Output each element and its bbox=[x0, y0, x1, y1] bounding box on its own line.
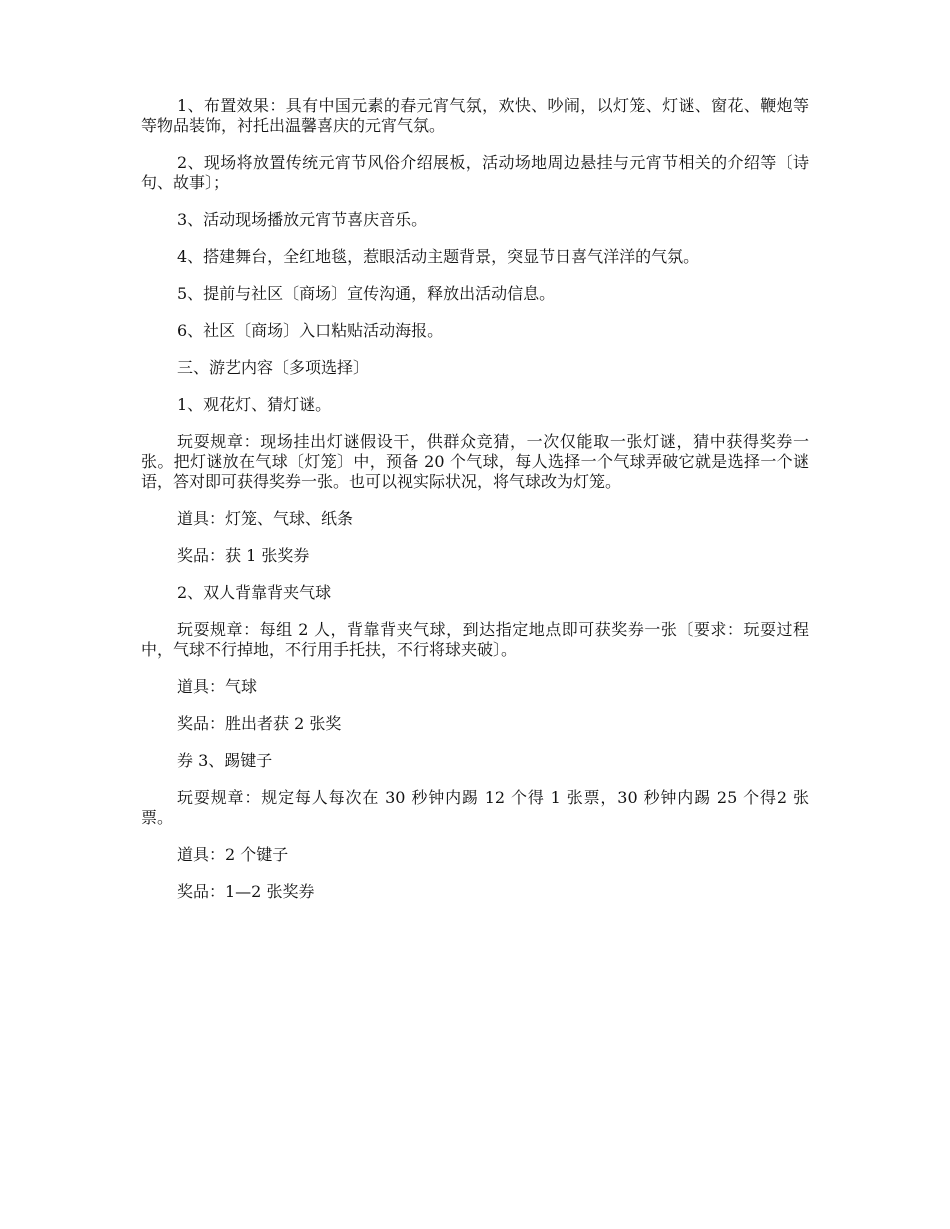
paragraph-layout-effect: 1、布置效果：具有中国元素的春元宵气氛，欢快、吵闹，以灯笼、灯谜、窗花、鞭炮等等物品装饰，衬托出温馨喜庆的元宵气氛。 bbox=[141, 96, 809, 135]
paragraph-music: 3、活动现场播放元宵节喜庆音乐。 bbox=[177, 210, 428, 229]
paragraph-riddle-prize: 奖品：获 1 张奖券 bbox=[177, 546, 310, 565]
paragraph-shuttlecock-rules: 玩耍规章：规定每人每次在 30 秒钟内踢 12 个得 1 张票，30 秒钟内踢 25 个得2 张票。 bbox=[141, 788, 809, 827]
paragraph-riddle-rules: 玩耍规章：现场挂出灯谜假设干，供群众竞猜，一次仅能取一张灯谜，猜中获得奖券一张。把灯谜放在气球〔灯笼〕中，预备 20 个气球，每人选择一个气球弄破它就是选择一个谜语，答对即可获得奖券一张。也可以视实际状况，将气球改为灯笼。 bbox=[141, 432, 809, 491]
section-heading-games: 三、游艺内容〔多项选择〕 bbox=[177, 358, 370, 377]
paragraph-posters: 6、社区〔商场〕入口粘贴活动海报。 bbox=[177, 321, 444, 340]
paragraph-shuttlecock-prize: 奖品：1—2 张奖券 bbox=[177, 882, 315, 901]
paragraph-balloon-props: 道具：气球 bbox=[177, 677, 258, 696]
paragraph-shuttlecock-props: 道具：2 个键子 bbox=[177, 845, 289, 864]
paragraph-stage: 4、搭建舞台，全红地毯，惹眼活动主题背景，突显节日喜气洋洋的气氛。 bbox=[177, 247, 700, 266]
paragraph-promotion: 5、提前与社区〔商场〕宣传沟通，释放出活动信息。 bbox=[177, 284, 556, 303]
item-heading-lantern-riddles: 1、观花灯、猜灯谜。 bbox=[177, 395, 332, 414]
paragraph-balloon-prize: 奖品：胜出者获 2 张奖 bbox=[177, 714, 342, 733]
document-body bbox=[141, 96, 809, 919]
item-heading-shuttlecock: 券 3、踢键子 bbox=[177, 751, 273, 770]
paragraph-balloon-rules: 玩耍规章：每组 2 人，背靠背夹气球，到达指定地点即可获奖券一张〔要求：玩耍过程中，气球不行掉地，不行用手托扶，不行将球夹破〕。 bbox=[141, 620, 809, 659]
paragraph-riddle-props: 道具：灯笼、气球、纸条 bbox=[177, 509, 354, 528]
paragraph-exhibition-boards: 2、现场将放置传统元宵节风俗介绍展板，活动场地周边悬挂与元宵节相关的介绍等〔诗句、故事〕； bbox=[141, 153, 809, 192]
item-heading-balloon-pair: 2、双人背靠背夹气球 bbox=[177, 583, 332, 602]
